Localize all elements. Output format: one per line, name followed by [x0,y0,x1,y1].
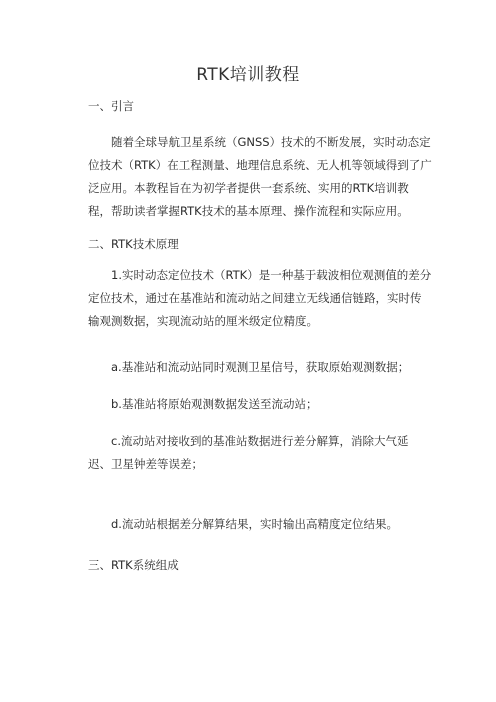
intro-line-3: 泛应用。本教程旨在为初学者提供一套系统、实用的RTK培训教 [88,181,409,195]
document-title: RTK培训教程 [196,65,300,85]
step-c-line-2: 迟、卫星钟差等误差； [88,457,203,471]
intro-paragraph [88,131,432,223]
intro-line-1: 随着全球导航卫星系统（GNSS）技术的不断发展，实时动态定 [88,135,431,149]
intro-line-4: 程，帮助读者掌握RTK技术的基本原理、操作流程和实际应用。 [88,204,409,218]
step-a: a.基准站和流动站同时观测卫星信号，获取原始观测数据； [88,360,410,374]
step-c-paragraph [88,430,410,476]
principle-line-2: 定位技术，通过在基准站和流动站之间建立无线通信链路，实时传 [88,291,422,305]
principle-line-1: 1.实时动态定位技术（RTK）是一种基于载波相位观测值的差分 [88,268,432,282]
intro-line-2: 位技术（RTK）在工程测量、地理信息系统、无人机等领域得到了广 [88,158,432,172]
section-heading-intro: 一、引言 [88,99,134,113]
section-heading-components: 三、RTK系统组成 [88,558,179,572]
principle-line-3: 输观测数据，实现流动站的厘米级定位精度。 [88,314,318,328]
principle-paragraph [88,264,432,333]
step-d: d.流动站根据差分解算结果，实时输出高精度定位结果。 [88,517,398,531]
section-heading-principle: 二、RTK技术原理 [88,237,179,251]
step-c-line-1: c.流动站对接收到的基准站数据进行差分解算，消除大气延 [88,434,409,448]
step-b: b.基准站将原始观测数据发送至流动站； [88,397,318,411]
